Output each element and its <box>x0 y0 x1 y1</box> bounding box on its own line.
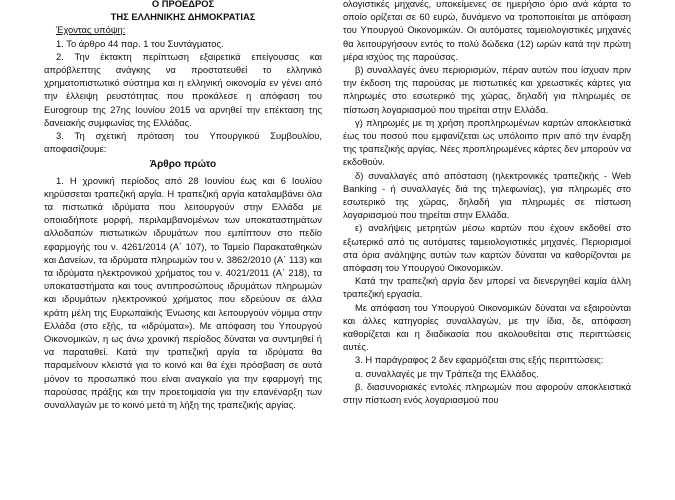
paragraph: β) συναλλαγές άνευ περιορισμών, πέραν αυτών που ίσχυαν πριν την έκδοση της παρούσας με πιστωτικές και χρεωστικές κάρτες για πληρωμές στο εσωτερικό της χώρας, δηλαδή για πληρωμές σε πίστωση λογαριασμού που τηρείται στην Ελλάδα. <box>343 64 631 115</box>
left-column <box>44 0 322 411</box>
heading-president: Ο ΠΡΟΕΔΡΟΣ <box>151 0 215 9</box>
heading-republic: ΤΗΣ ΕΛΛΗΝΙΚΗΣ ΔΗΜΟΚΡΑΤΙΑΣ <box>110 11 256 23</box>
intro-text: Έχοντας υπόψη: <box>56 24 126 36</box>
right-column <box>343 0 631 406</box>
paragraph: γ) πληρωμές με τη χρήση προπληρωμένων καρτών αποκλειστικά έως του ποσού που εμφανίζεται ως υπόλοιπο πριν από την έναρξη της τραπεζικής αργίας. Νέες προπληρωμένες κάρτες δεν μπορούν να εκδοθούν. <box>343 116 631 168</box>
paragraph: ε) αναλήψεις μετρητών μέσω καρτών που έχουν εκδοθεί στο εξωτερικό από τις αυτόματες ταμειολογιστικές μηχανές. Περιορισμοί στα όρια ανάληψης αυτών των καρτών δύναται να καθορίζονται με απόφαση του Υπουργού Οικονομικών. <box>343 222 631 274</box>
paragraph: 2. Την έκτακτη περίπτωση εξαιρετικά επείγουσας και απρόβλεπτης ανάγκης να προστατευθεί το ελληνικό χρηματοπιστωτικό σύστημα και η ελληνική οικονομία εν γένει από την έλλειψη ρευστότητας που προκάλεσε η απόφαση του Eurogroup της 27ης Ιουνίου 2015 να αρνηθεί την επέκταση της δανειακής συμφωνίας της Ελλάδας. <box>44 50 322 128</box>
paragraph: Με απόφαση του Υπουργού Οικονομικών δύναται να εξαιρούνται και άλλες κατηγορίες συναλλαγών, με την ίδια, δε, απόφαση καθορίζεται και η διαδικασία που ακολουθείται στις περιπτώσεις αυτές. <box>343 301 631 353</box>
paragraph: Κατά την τραπεζική αργία δεν μπορεί να διενεργηθεί καμία άλλη τραπεζική εργασία. <box>343 275 631 300</box>
paragraph: ολογιστικές μηχανές, υποκείμενες σε ημερήσιο όριο ανά κάρτα το οποίο ορίζεται σε 60 ευρώ, δυνάμενο να τροποποιείται με απόφαση του Υπουργού Οικονομικών. Οι αυτόματες ταμειολογιστικές μηχανές θα λειτουργήσουν εντός το πολύ δώδεκα (12) ωρών κατά την πρώτη μέρα ισχύος της παρούσας. <box>343 0 631 62</box>
paragraph: 1. Το άρθρο 44 παρ. 1 του Συντάγματος. <box>56 37 224 49</box>
article-title: Άρθρο πρώτο <box>149 159 217 171</box>
paragraph: 3. Τη σχετική πρόταση του Υπουργικού Συμβουλίου, αποφασίζουμε: <box>44 130 322 155</box>
paragraph: β. διασυνοριακές εντολές πληρωμών που αφορούν αποκλειστικά στην πίστωση ενός λογαριασμού που <box>343 380 631 406</box>
article-paragraph: 1. Η χρονική περίοδος από 28 Ιουνίου έως και 6 Ιουλίου κηρύσσεται τραπεζική αργία. Η τραπεζική αργία καταλαμβάνει όλα τα πιστωτικά ιδρύματα που λειτουργούν στην Ελλάδα με οποιαδήποτε μορφή, περιλαμβανομένων των υποκαταστημάτων αλλοδαπών πιστωτικών ιδρυμάτων που εμπίπτουν στο πεδίο εφαρμογής του ν. 4261/2014 (Α΄ 107), το Ταμείο Παρακαταθηκών και Δανείων, τα ιδρύματα πληρωμών του ν. 3862/2010 (Α΄ 113) και τα ιδρύματα ηλεκτρονικού χρήματος του ν. 4021/2011 (Α΄ 218), τα υποκαταστήματα και τους αντιπροσώπους ιδρυμάτων πληρωμών και ιδρυμάτων ηλεκτρονικού χρήματος που εδρεύουν σε άλλα κράτη μέλη της Ευρωπαϊκής Ένωσης και λειτουργούν νόμιμα στην Ελλάδα (στο εξής, τα «ιδρύματα»). Με απόφαση του Υπουργού Οικονομικών, η ως άνω χρονική περίοδος δύναται να συντμηθεί ή να παραταθεί. Κατά την τραπεζική αργία τα ιδρύματα θα παραμείνουν κλειστά για το κοινό και θα έχει πρόσβαση σε αυτά μόνον το προσωπικό που είναι αναγκαίο για την εφαρμογή της παρούσας πράξης και την προετοιμασία για την επανέναρξη των συναλλαγών με το κοινό μετά τη λήξη της τραπεζικής αργίας. <box>44 174 322 411</box>
paragraph: 3. Η παράγραφος 2 δεν εφαρμόζεται στις εξής περιπτώσεις: <box>355 354 604 366</box>
paragraph: δ) συναλλαγές από απόσταση (ηλεκτρονικές τραπεζικής - Web Banking - ή συναλλαγές διά της τηλεφωνίας), για πληρωμές στο εσωτερικό της χώρας, δηλαδή για πληρωμές σε πίστωση λογαριασμού που τηρείται στην Ελλάδα. <box>343 169 631 221</box>
paragraph: α. συναλλαγές με την Τράπεζα της Ελλάδος. <box>355 367 539 379</box>
